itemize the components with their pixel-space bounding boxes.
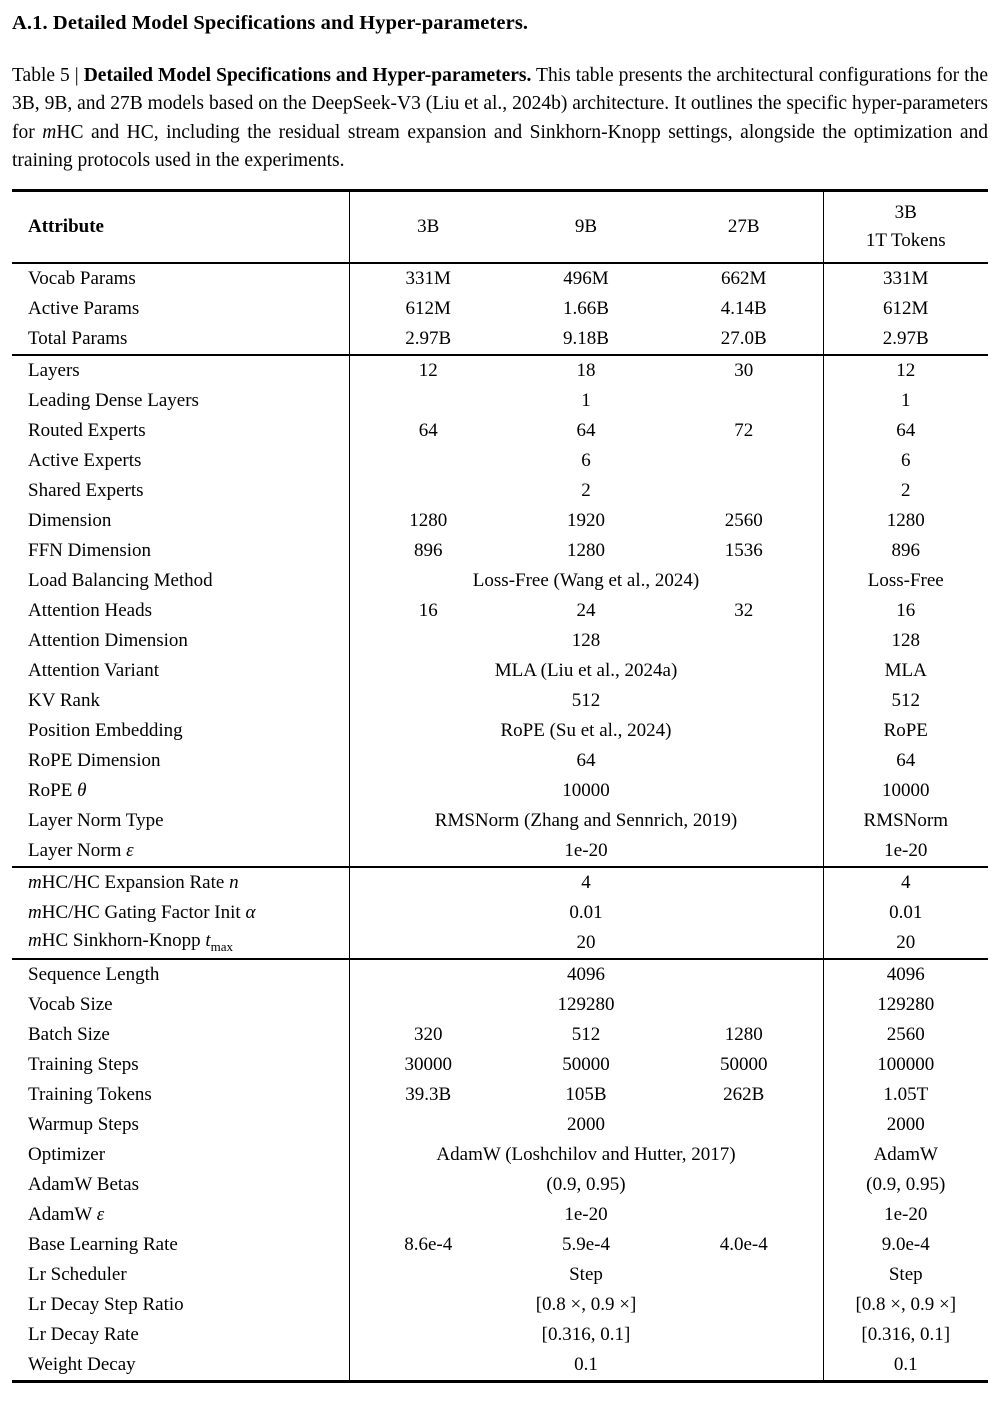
last-column-cell: 512 — [823, 686, 988, 716]
span-value-cell: (0.9, 0.95) — [546, 1173, 626, 1195]
attribute-cell: Layer Norm ε — [12, 836, 349, 867]
value-cell: 1920 — [567, 509, 605, 531]
table-row — [12, 596, 988, 626]
table-row — [12, 898, 988, 928]
attribute-cell: Attention Variant — [12, 656, 349, 686]
last-column-cell: 1 — [823, 386, 988, 416]
table-row — [12, 1170, 988, 1200]
span-value-cell: 1 — [581, 389, 591, 411]
column-header-3b-1t-line2: 1T Tokens — [865, 229, 946, 251]
attribute-cell: Total Params — [12, 324, 349, 355]
header-row — [12, 190, 988, 263]
value-cell: 612M — [405, 297, 451, 319]
attribute-cell: Training Tokens — [12, 1080, 349, 1110]
table-row — [12, 506, 988, 536]
last-column-cell: 10000 — [823, 776, 988, 806]
attribute-cell: Leading Dense Layers — [12, 386, 349, 416]
last-column-cell: 1e-20 — [823, 836, 988, 867]
table-row — [12, 386, 988, 416]
value-cell: 16 — [418, 599, 438, 621]
attribute-cell: Lr Decay Rate — [12, 1320, 349, 1350]
last-column-cell: 896 — [823, 536, 988, 566]
attribute-cell: mHC/HC Expansion Rate n — [12, 867, 349, 898]
table-row — [12, 686, 988, 716]
attribute-cell: Lr Decay Step Ratio — [12, 1290, 349, 1320]
attribute-cell: Layers — [12, 355, 349, 386]
value-cell: 72 — [734, 419, 754, 441]
attribute-cell: Vocab Params — [12, 263, 349, 294]
value-cell: 4.14B — [720, 297, 767, 319]
last-column-cell: RMSNorm — [823, 806, 988, 836]
table-row — [12, 746, 988, 776]
attribute-cell: Load Balancing Method — [12, 566, 349, 596]
value-cell: 1280 — [409, 509, 448, 531]
span-value-cell: 0.01 — [569, 901, 603, 923]
table-row — [12, 716, 988, 746]
attribute-cell: Weight Decay — [12, 1350, 349, 1382]
value-cell: 1536 — [724, 539, 763, 561]
table-row — [12, 1200, 988, 1230]
value-cell: 1280 — [567, 539, 605, 561]
value-cell: 32 — [734, 599, 754, 621]
table-row — [12, 566, 988, 596]
table-row — [12, 626, 988, 656]
value-cell: 4.0e-4 — [719, 1233, 768, 1255]
table-row — [12, 536, 988, 566]
column-header-3b: 3B — [349, 190, 507, 263]
last-column-cell: 16 — [823, 596, 988, 626]
table-row — [12, 776, 988, 806]
table-row — [12, 1020, 988, 1050]
column-header-3b-1t-line1: 3B — [894, 202, 917, 224]
last-column-cell: Loss-Free — [823, 566, 988, 596]
attribute-cell: Attention Dimension — [12, 626, 349, 656]
last-column-cell: 64 — [823, 746, 988, 776]
attribute-cell: Optimizer — [12, 1140, 349, 1170]
value-cell: 5.9e-4 — [561, 1233, 610, 1255]
span-value-cell: 4096 — [349, 959, 823, 990]
value-cell: 512 — [571, 1023, 601, 1045]
last-column-cell: 100000 — [823, 1050, 988, 1080]
table-row — [12, 1260, 988, 1290]
span-value-cell: MLA (Liu et al., 2024a) — [494, 659, 678, 681]
attribute-cell: mHC/HC Gating Factor Init α — [12, 898, 349, 928]
attribute-cell: Active Params — [12, 294, 349, 324]
attribute-cell: Dimension — [12, 506, 349, 536]
last-column-cell: 6 — [823, 446, 988, 476]
value-cell: 320 — [414, 1023, 443, 1045]
table-row — [12, 1110, 988, 1140]
value-cell: 896 — [414, 539, 443, 561]
value-cell: 50000 — [720, 1053, 768, 1075]
span-value-cell: 20 — [576, 931, 596, 953]
column-header-9b: 9B — [507, 190, 665, 263]
section-heading: A.1. Detailed Model Specifications and Hyper-parameters. — [12, 12, 529, 34]
value-cell: 662M — [721, 267, 767, 289]
span-value-cell: RMSNorm (Zhang and Sennrich, 2019) — [434, 809, 738, 831]
last-column-cell: 612M — [823, 294, 988, 324]
column-header-attribute: Attribute — [12, 190, 349, 263]
last-column-cell: Step — [823, 1260, 988, 1290]
last-column-cell: 4 — [823, 867, 988, 898]
last-column-cell: 1.05T — [823, 1080, 988, 1110]
last-column-cell: [0.316, 0.1] — [823, 1320, 988, 1350]
span-value-cell: Loss-Free (Wang et al., 2024) — [472, 569, 700, 591]
attribute-cell: Routed Experts — [12, 416, 349, 446]
value-cell: 105B — [565, 1083, 607, 1105]
span-value-cell: RoPE (Su et al., 2024) — [500, 719, 672, 741]
attribute-cell: RoPE θ — [12, 776, 349, 806]
last-column-cell: 129280 — [823, 990, 988, 1020]
value-cell: 9.18B — [563, 327, 609, 349]
span-value-cell: AdamW (Loshchilov and Hutter, 2017) — [436, 1143, 736, 1165]
value-cell: 50000 — [562, 1053, 610, 1075]
value-cell: 24 — [576, 599, 596, 621]
value-cell: 64 — [418, 419, 438, 441]
table-row — [12, 263, 988, 294]
attribute-cell: Active Experts — [12, 446, 349, 476]
last-column-cell: 64 — [823, 416, 988, 446]
table-row — [12, 928, 988, 959]
table-row — [12, 446, 988, 476]
span-value-cell: 2 — [581, 479, 591, 501]
table-caption — [12, 62, 988, 176]
last-column-cell: 9.0e-4 — [823, 1230, 988, 1260]
span-value-cell: 129280 — [557, 993, 615, 1015]
value-cell: 39.3B — [405, 1083, 452, 1105]
last-column-cell: 2.97B — [823, 324, 988, 355]
caption-title: Detailed Model Specifications and Hyper-parameters. — [83, 65, 532, 86]
span-value-cell: 4 — [349, 867, 823, 898]
attribute-cell: RoPE Dimension — [12, 746, 349, 776]
value-cell: 262B — [723, 1083, 765, 1105]
table-row — [12, 355, 988, 386]
attribute-cell: Training Steps — [12, 1050, 349, 1080]
span-value-cell: 64 — [576, 749, 596, 771]
spec-table-body — [12, 263, 988, 1382]
span-value-cell: 1e-20 — [564, 1203, 608, 1225]
span-value-cell: 512 — [571, 689, 601, 711]
value-cell: 27.0B — [720, 327, 767, 349]
attribute-cell: Batch Size — [12, 1020, 349, 1050]
value-cell: 2.97B — [405, 327, 452, 349]
last-column-cell: (0.9, 0.95) — [823, 1170, 988, 1200]
value-cell: 30000 — [404, 1053, 452, 1075]
value-cell: 1.66B — [563, 297, 609, 319]
span-value-cell: 2000 — [567, 1113, 605, 1135]
attribute-cell: Position Embedding — [12, 716, 349, 746]
table-row — [12, 867, 988, 898]
last-column-cell: 2000 — [823, 1110, 988, 1140]
last-column-cell: RoPE — [823, 716, 988, 746]
spec-table — [12, 189, 988, 1383]
attribute-cell: Layer Norm Type — [12, 806, 349, 836]
span-value-cell: 6 — [581, 449, 591, 471]
span-value-cell: [0.316, 0.1] — [541, 1323, 631, 1345]
span-value-cell: 10000 — [562, 779, 610, 801]
last-column-cell: 4096 — [823, 959, 988, 990]
value-cell: 12 — [349, 355, 507, 386]
table-row — [12, 959, 988, 990]
last-column-cell: AdamW — [823, 1140, 988, 1170]
last-column-cell: 20 — [823, 928, 988, 959]
attribute-cell: FFN Dimension — [12, 536, 349, 566]
attribute-cell: Sequence Length — [12, 959, 349, 990]
span-value-cell: 128 — [571, 629, 601, 651]
value-cell: 30 — [665, 355, 823, 386]
table-row — [12, 294, 988, 324]
caption-body: This table presents the architectural configurations for the 3B, 9B, and 27B models based on the DeepSeek-V3 (Liu et al., 2024b) architecture. It outlines the specific hyper-parameters for mHC and HC, including the residual stream expansion and Sinkhorn-Knopp settings, alongside the optimization and training protocols used in the experiments. — [12, 65, 988, 172]
last-column-cell: [0.8 ×, 0.9 ×] — [823, 1290, 988, 1320]
last-column-cell: 128 — [823, 626, 988, 656]
table-row — [12, 1140, 988, 1170]
table-row — [12, 416, 988, 446]
table-row — [12, 1320, 988, 1350]
last-column-cell: 0.01 — [823, 898, 988, 928]
attribute-cell: Vocab Size — [12, 990, 349, 1020]
attribute-cell: AdamW ε — [12, 1200, 349, 1230]
attribute-cell: Lr Scheduler — [12, 1260, 349, 1290]
table-row — [12, 1050, 988, 1080]
value-cell: 64 — [576, 419, 596, 441]
last-column-cell: 1e-20 — [823, 1200, 988, 1230]
caption-prefix: Table 5 | — [12, 65, 84, 86]
last-column-cell: 12 — [823, 355, 988, 386]
table-header — [12, 190, 988, 263]
table-row — [12, 990, 988, 1020]
last-column-cell: 0.1 — [823, 1350, 988, 1382]
attribute-cell: Shared Experts — [12, 476, 349, 506]
span-value-cell: Step — [569, 1263, 603, 1285]
table-row — [12, 1080, 988, 1110]
table-row — [12, 836, 988, 867]
attribute-cell: mHC Sinkhorn-Knopp $t_{max}$ — [12, 928, 349, 959]
table-row — [12, 806, 988, 836]
value-cell: 2560 — [724, 509, 763, 531]
last-column-cell: 331M — [823, 263, 988, 294]
table-row — [12, 1230, 988, 1260]
column-header-27b: 27B — [665, 190, 823, 263]
column-header-3b-1t-tokens — [823, 190, 988, 263]
table-row — [12, 656, 988, 686]
attribute-cell: KV Rank — [12, 686, 349, 716]
value-cell: 18 — [507, 355, 665, 386]
value-cell: 1280 — [724, 1023, 763, 1045]
table-row — [12, 1350, 988, 1382]
last-column-cell: MLA — [823, 656, 988, 686]
last-column-cell: 1280 — [823, 506, 988, 536]
table-row — [12, 324, 988, 355]
span-value-cell: [0.8 ×, 0.9 ×] — [535, 1293, 637, 1315]
table-row — [12, 476, 988, 506]
attribute-cell: Attention Heads — [12, 596, 349, 626]
attribute-cell: Base Learning Rate — [12, 1230, 349, 1260]
value-cell: 496M — [563, 267, 609, 289]
value-cell: 8.6e-4 — [404, 1233, 453, 1255]
span-value-cell: 1e-20 — [564, 839, 608, 861]
span-value-cell: 0.1 — [574, 1353, 598, 1375]
value-cell: 331M — [405, 267, 451, 289]
attribute-cell: AdamW Betas — [12, 1170, 349, 1200]
last-column-cell: 2560 — [823, 1020, 988, 1050]
attribute-cell: Warmup Steps — [12, 1110, 349, 1140]
last-column-cell: 2 — [823, 476, 988, 506]
table-row — [12, 1290, 988, 1320]
